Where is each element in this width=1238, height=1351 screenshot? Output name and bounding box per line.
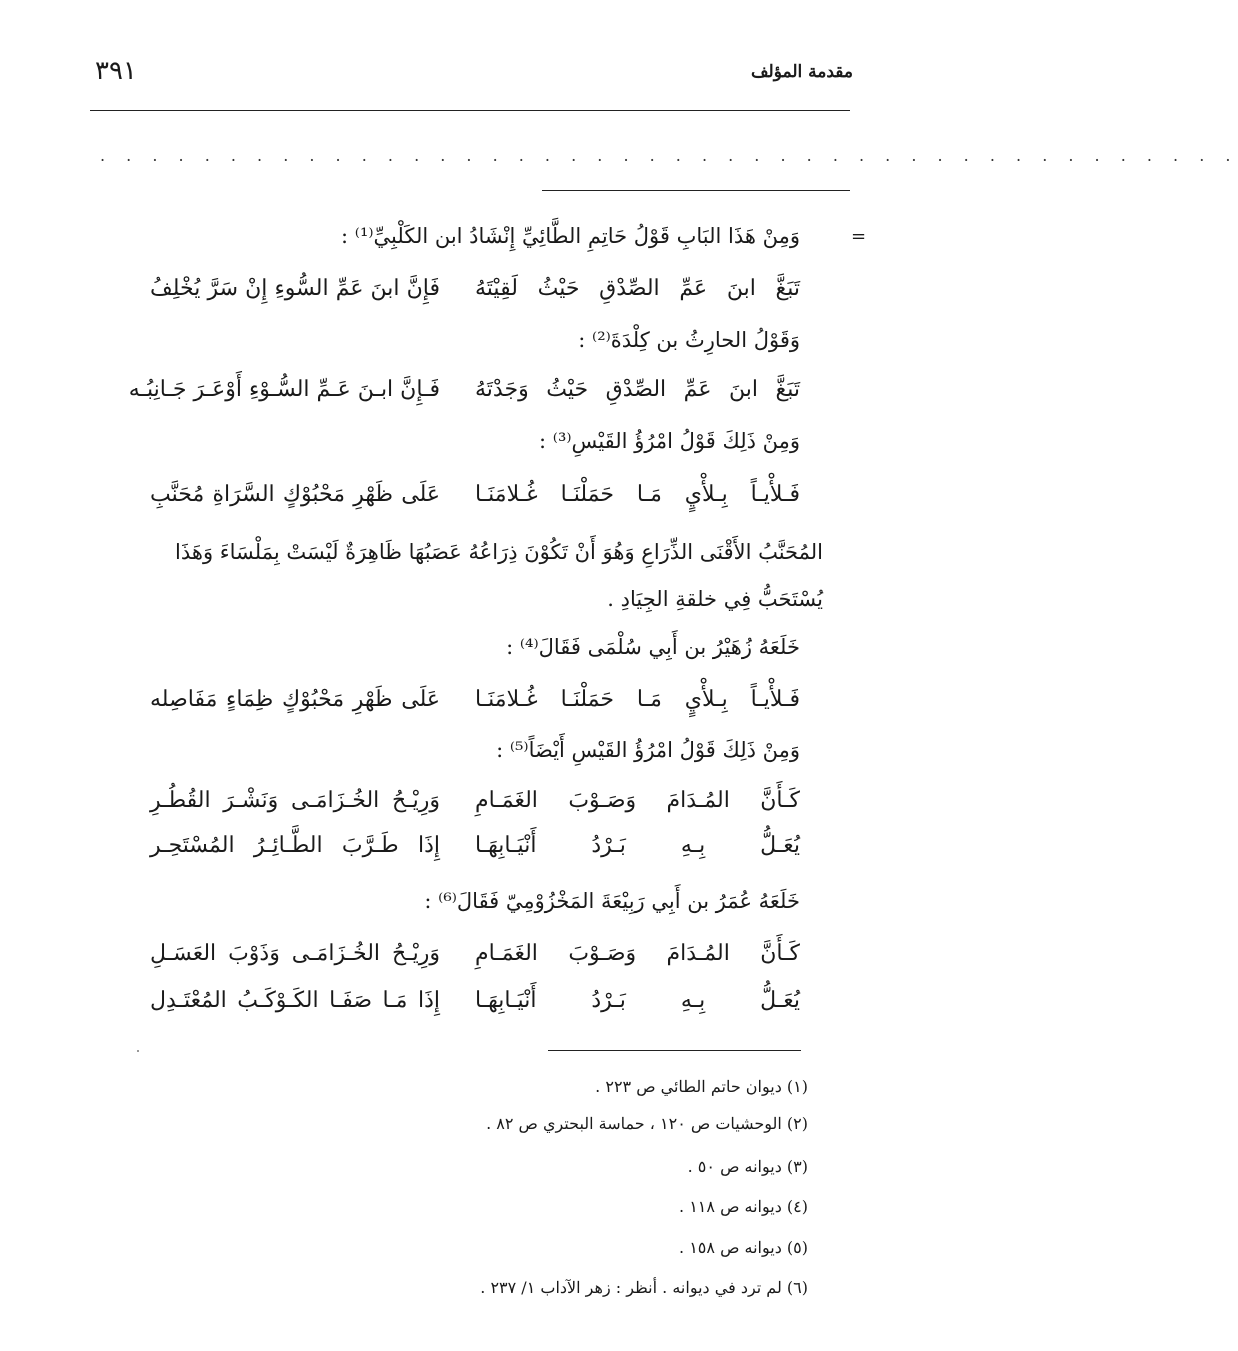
verse-3-first-hemistich: فَـلأْيـاً بِـلأْيٍ مَـا حَمَلْنَـا غُـلامَنَـا [475,482,800,507]
dotted-separator: . . . . . . . . . . . . . . . . . . . . . . . . . . . . . . . . . . . . . . . . . . . . [100,146,1238,165]
footnote-1: (١) ديوان حاتم الطائي ص ٢٢٣ . [595,1077,808,1096]
continuation-mark: = [851,226,867,247]
footnote-rule [548,1050,801,1051]
verse-1 [150,276,800,310]
verse-8-second-hemistich: إِذَا مَـا صَفَـا الكَـوْكَـبُ المُعْتَـدِل [150,988,440,1013]
verse-5-second-hemistich: وَرِيْـحُ الخُـزَامَـى وَنَشْـرَ القُطُـرِ [150,788,440,813]
paragraph-4-line-2: يُسْتَحَبُّ فِي خلقةِ الجِيَادِ . [607,587,823,611]
verse-6-second-hemistich: إِذَا طَـرَّبَ الطَّـائِـرُ المُسْتَحِـر [150,833,440,858]
verse-6-first-hemistich: يُعَـلُّ بِـهِ بَـرْدُ أَنْيَـابِهَـا [475,833,800,858]
paragraph-6: وَمِنْ ذَلِكَ قَوْلُ امْرُؤُ القَيْسِ أَيْضَاً⁽⁵⁾ : [496,738,800,762]
verse-2-second-hemistich: فَـإِنَّ ابـنَ عَـمِّ السُّـوْءِ أَوْعَـرَ جَـانِبُـه [128,377,440,402]
verse-5-first-hemistich: كَـأَنَّ المُـدَامَ وَصَـوْبَ الغَمَـامِ [475,788,800,813]
verse-6 [150,833,800,867]
paragraph-4-line-1: المُحَنَّبُ الأَقْنَى الذِّرَاعِ وَهُوَ أَنْ تَكُوْنَ ذِرَاعُهُ عَصَبُهَا ظَاهِرَةٌ لَيْسَتْ بِمَلْسَاءَ وَهَذَا [175,540,823,564]
header-rule [90,110,850,111]
verse-1-first-hemistich: تَبَغَّ ابنَ عَمِّ الصِّدْقِ حَيْثُ لَقِيْتَهُ [475,276,800,301]
continuation-rule [542,190,850,191]
paragraph-3: وَمِنْ ذَلِكَ قَوْلُ امْرُؤُ القَيْسِ⁽³⁾ : [539,429,800,453]
verse-1-second-hemistich: فَإِنَّ ابنَ عَمِّ السُّوءِ إِنْ سَرَّ يُخْلِفُ [150,276,440,301]
verse-7-first-hemistich: كَـأَنَّ المُـدَامَ وَصَـوْبَ الغَمَـامِ [475,941,800,966]
verse-8 [150,988,800,1022]
footnote-6: (٦) لم ترد في ديوانه . أنظر : زهر الآداب ١/ ٢٣٧ . [480,1278,808,1297]
page-number: ٣٩١ [95,56,137,86]
footnote-4: (٤) ديوانه ص ١١٨ . [679,1197,808,1216]
margin-speck [137,1050,139,1052]
paragraph-1: وَمِنْ هَذَا البَابِ قَوْلُ حَاتِمِ الطَّائِيِّ إِنْشَادُ ابن الكَلْبِيِّ⁽¹⁾ : [341,224,800,248]
verse-3-second-hemistich: عَلَى ظَهْرِ مَحْبُوْكٍ السَّرَاةِ مُحَنَّبِ [150,482,440,507]
verse-2-first-hemistich: تَبَغَّ ابنَ عَمِّ الصِّدْقِ حَيْثُ وَجَدْتَهُ [475,377,800,402]
footnote-3: (٣) ديوانه ص ٥٠ . [687,1157,808,1176]
footnote-2: (٢) الوحشيات ص ١٢٠ ، حماسة البحتري ص ٨٢ . [486,1114,808,1133]
running-title: مقدمة المؤلف [750,62,853,82]
verse-4-first-hemistich: فَـلأْيـاً بِـلأْيٍ مَـا حَمَلْنَـا غُـلامَنَـا [475,687,800,712]
paragraph-5: خَلَعَهُ زُهَيْرُ بن أَبِي سُلْمَى فَقَالَ⁽⁴⁾ : [506,635,800,659]
footnote-5: (٥) ديوانه ص ١٥٨ . [679,1238,808,1257]
verse-8-first-hemistich: يُعَـلُّ بِـهِ بَـرْدُ أَنْيَـابِهَـا [475,988,800,1013]
paragraph-7: خَلَعَهُ عُمَرُ بن أَبِي رَبِيْعَةَ المَخْزُوْمِيّ فَقَالَ⁽⁶⁾ : [424,889,800,913]
verse-7 [150,941,800,975]
verse-3 [150,482,800,516]
verse-4-second-hemistich: عَلَى ظَهْرِ مَحْبُوْكٍ ظِمَاءٍ مَفَاصِله [150,687,440,712]
verse-5 [150,788,800,822]
verse-2 [128,377,800,411]
verse-7-second-hemistich: وَرِيْـحُ الخُـزَامَـى وَذَوْبَ العَسَـلِ [150,941,440,966]
verse-4 [150,687,800,721]
paragraph-2: وَقَوْلُ الحارِثُ بن كِلْدَةَ⁽²⁾ : [578,328,800,352]
